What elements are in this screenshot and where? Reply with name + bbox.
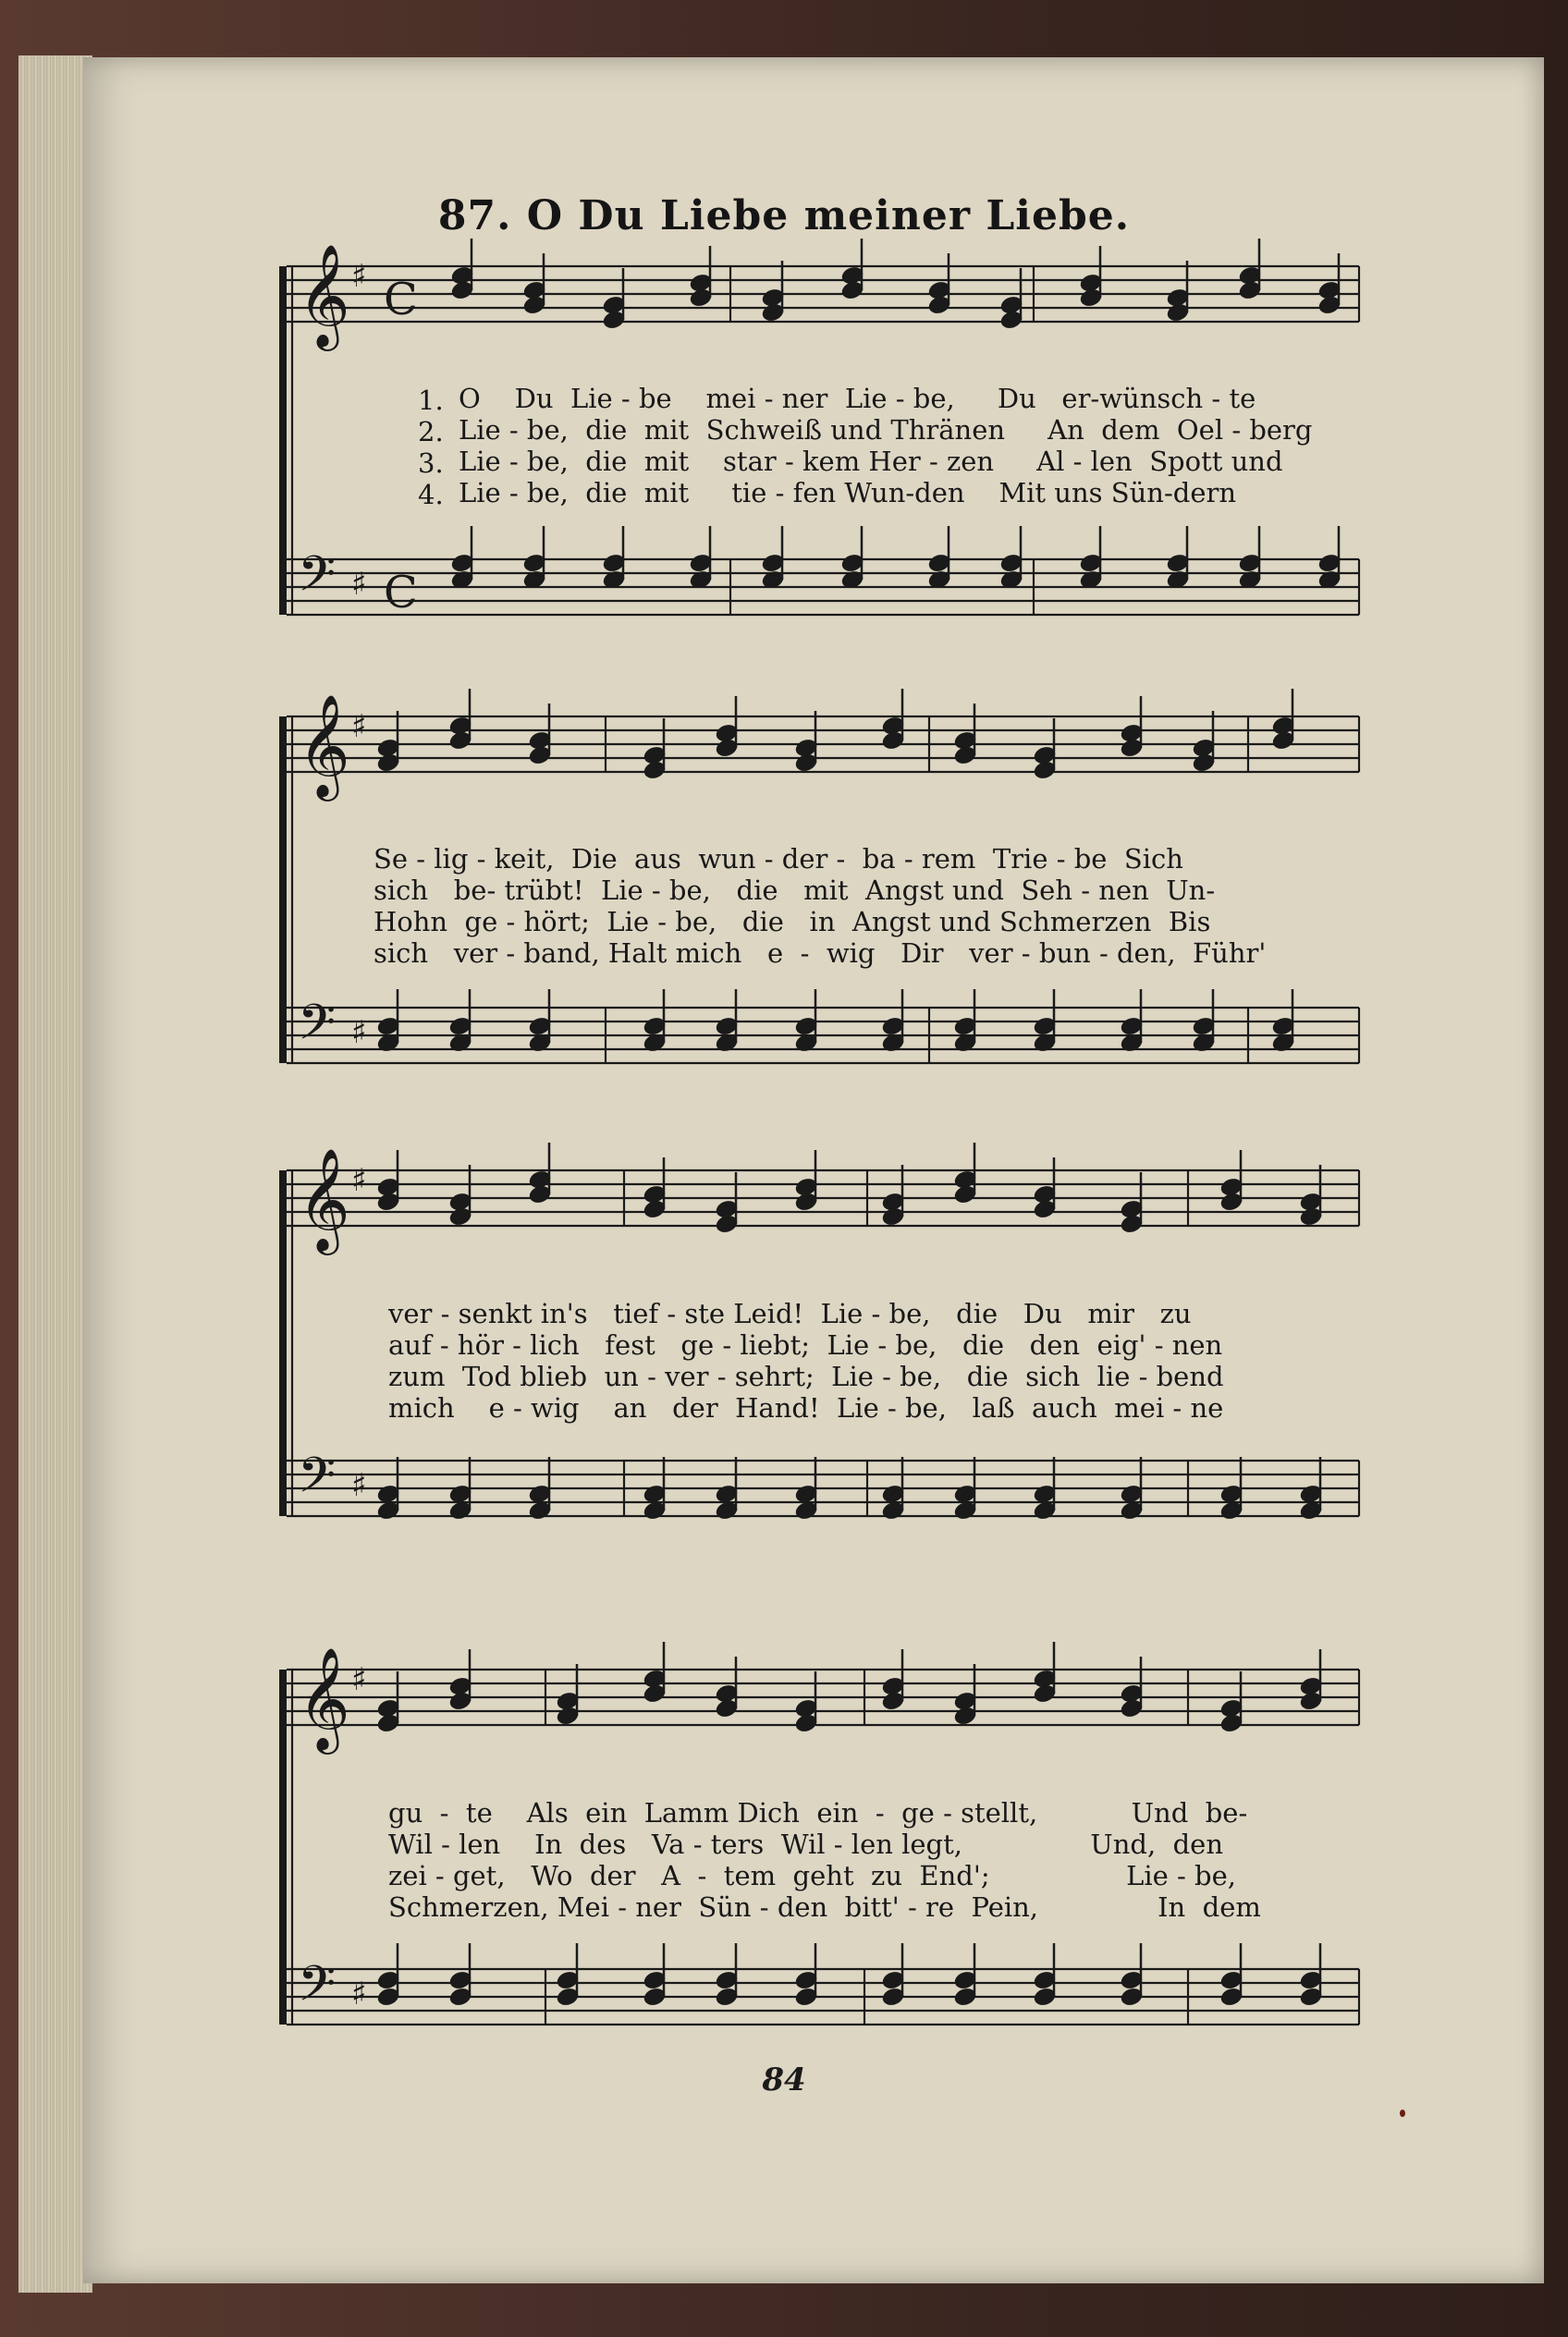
lyric-line: zum Tod blieb un - ver - sehrt; Lie - be, die sich lie - bend (388, 1361, 1224, 1392)
lyric-line: Se - lig - keit, Die aus wun - der - ba - rem Trie - be Sich (374, 843, 1183, 875)
lyric-line: Lie - be, die mit Schweiß und Thränen An dem Oel - berg (459, 414, 1313, 446)
sharp-sign: ♯ (351, 1976, 367, 2013)
sharp-sign: ♯ (351, 1162, 367, 1199)
treble-clef: 𝄞 (298, 243, 350, 347)
treble-clef: 𝄞 (298, 693, 350, 797)
treble-clef: 𝄞 (298, 1147, 350, 1251)
sharp-sign: ♯ (351, 258, 367, 295)
page-number: 84 (762, 2062, 806, 2098)
lyric-line: Lie - be, die mit star - kem Her - zen Al - len Spott und (459, 446, 1283, 477)
bass-clef: 𝄢 (298, 546, 337, 615)
sharp-sign: ♯ (351, 708, 367, 745)
common-time: C (384, 274, 418, 325)
hymn-title: 87. O Du Liebe meiner Liebe. (437, 192, 1131, 239)
sharp-sign: ♯ (351, 566, 367, 603)
verse-number: 1. (418, 385, 444, 416)
common-time: C (384, 567, 418, 618)
sharp-sign: ♯ (351, 1014, 367, 1051)
bass-clef: 𝄢 (298, 1956, 337, 2025)
lyric-line: Hohn ge - hört; Lie - be, die in Angst und Schmerzen Bis (374, 906, 1211, 937)
verse-number: 4. (418, 479, 444, 510)
lyric-line: sich be- trübt! Lie - be, die mit Angst und Seh - nen Un- (374, 875, 1216, 906)
sharp-sign: ♯ (351, 1467, 367, 1504)
lyric-line: sich ver - band, Halt mich e - wig Dir ver - bun - den, Führ' (374, 937, 1267, 969)
lyric-line: ver - senkt in's tief - ste Leid! Lie - be, die Du mir zu (388, 1298, 1192, 1329)
lyric-line: mich e - wig an der Hand! Lie - be, laß auch mei - ne (388, 1392, 1224, 1424)
sharp-sign: ♯ (351, 1661, 367, 1698)
verse-number: 2. (418, 416, 444, 447)
treble-clef: 𝄞 (298, 1646, 350, 1750)
lyric-line: gu - te Als ein Lamm Dich ein - ge - stellt, Und be- (388, 1797, 1248, 1829)
page-edges (18, 55, 92, 2293)
paper-spot (1400, 2110, 1405, 2117)
lyric-line: Schmerzen, Mei - ner Sün - den bitt' - re Pein, In dem (388, 1891, 1261, 1923)
bass-clef: 𝄢 (298, 1448, 337, 1516)
lyric-line: Lie - be, die mit tie - fen Wun-den Mit uns Sün-dern (459, 477, 1237, 508)
bass-clef: 𝄢 (298, 995, 337, 1063)
lyric-line: Wil - len In des Va - ters Wil - len legt, Und, den (388, 1829, 1224, 1860)
lyric-line: zei - get, Wo der A - tem geht zu End'; Lie - be, (388, 1860, 1236, 1891)
lyric-line: auf - hör - lich fest ge - liebt; Lie - be, die den eig' - nen (388, 1329, 1223, 1361)
lyric-line: O Du Lie - be mei - ner Lie - be, Du er-wünsch - te (459, 383, 1256, 414)
verse-number: 3. (418, 447, 444, 479)
